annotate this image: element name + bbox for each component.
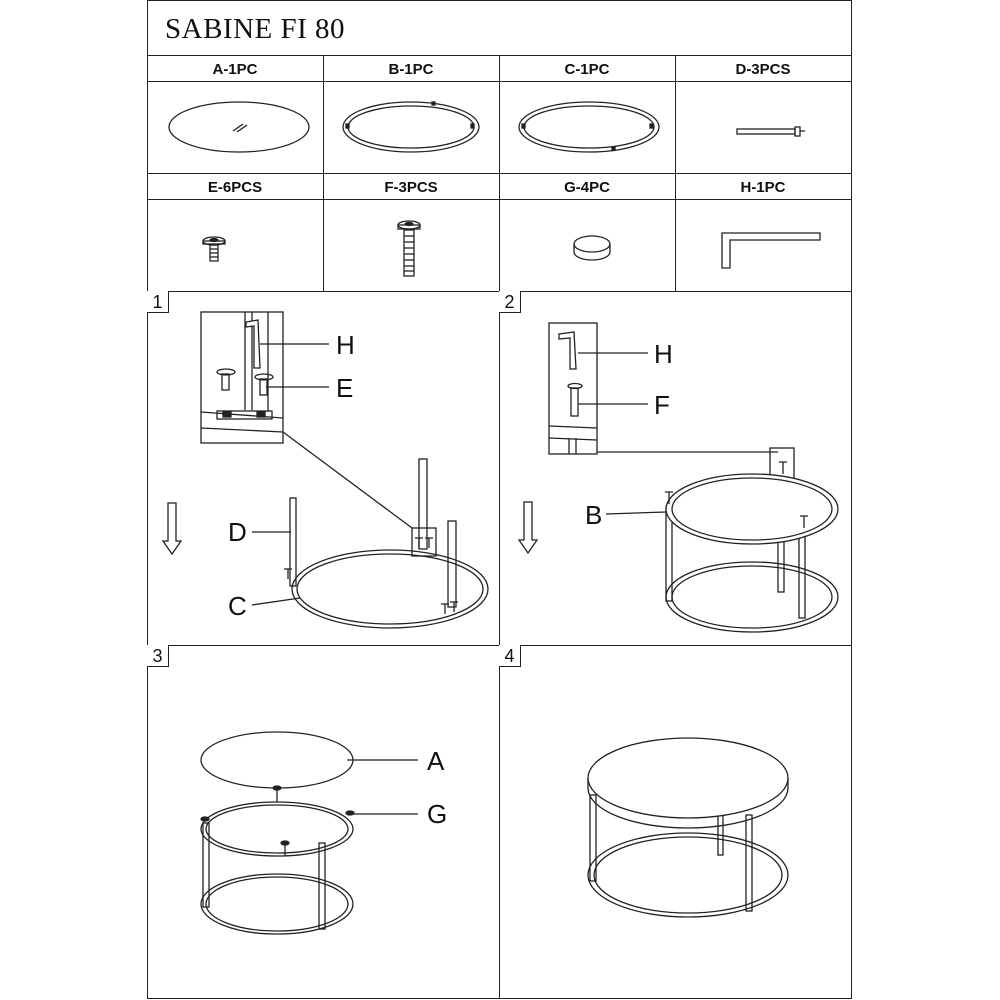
part-label-a: A-1PC xyxy=(212,61,258,78)
lower-ring-icon xyxy=(519,102,659,152)
part-label-b: B-1PC xyxy=(388,61,434,78)
step-3-drawing xyxy=(201,732,418,934)
glass-top-icon xyxy=(169,102,309,152)
part-label-h: H-1PC xyxy=(740,179,786,196)
part-label-e: E-6PCS xyxy=(207,179,263,196)
step-1-drawing xyxy=(163,312,488,628)
callout-h-step2: H xyxy=(654,339,673,369)
callout-e-step1: E xyxy=(336,373,354,403)
allen-key-icon xyxy=(722,233,820,268)
callout-d-step1: D xyxy=(228,517,247,547)
round-pad-icon xyxy=(574,236,610,260)
callout-g-step3: G xyxy=(427,799,448,829)
step-4-drawing xyxy=(588,738,788,917)
page-title: SABINE FI 80 xyxy=(165,13,346,45)
step-2-drawing xyxy=(519,323,838,632)
long-bolt-icon xyxy=(398,221,420,276)
part-label-d: D-3PCS xyxy=(735,61,791,78)
step-number-1: 1 xyxy=(147,291,169,313)
step-number-2: 2 xyxy=(499,291,521,313)
leg-rod-icon xyxy=(737,127,805,136)
callout-c-step1: C xyxy=(228,591,247,621)
part-label-f: F-3PCS xyxy=(384,179,438,196)
upper-ring-icon xyxy=(343,102,479,152)
part-label-g: G-4PC xyxy=(564,179,610,196)
callout-a-step3: A xyxy=(427,746,445,776)
short-bolt-icon xyxy=(203,237,225,261)
callout-f-step2: F xyxy=(654,390,670,420)
part-label-c: C-1PC xyxy=(564,61,610,78)
step-number-4: 4 xyxy=(499,645,521,667)
callout-h-step1: H xyxy=(336,330,355,360)
step-number-3: 3 xyxy=(147,645,169,667)
callout-b-step2: B xyxy=(585,500,603,530)
